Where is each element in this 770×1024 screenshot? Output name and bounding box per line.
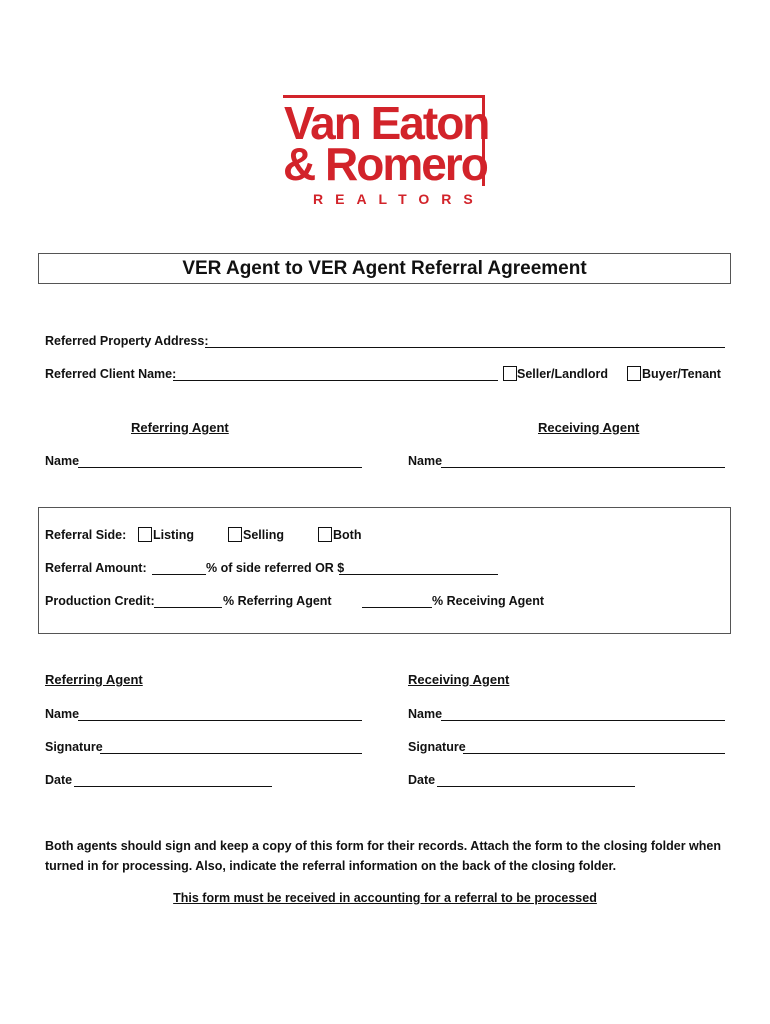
referral-amount-label: Referral Amount:: [45, 561, 147, 575]
instructions-line1: Both agents should sign and keep a copy of this form for their records. Attach the form to the closing folder when: [45, 839, 721, 853]
logo-text-line2: & Romero: [283, 138, 487, 190]
referring-credit-label: % Referring Agent: [223, 594, 332, 608]
property-address-field[interactable]: [205, 347, 725, 348]
referring-name-field[interactable]: [78, 467, 362, 468]
receiving-signature-label: Signature: [408, 740, 466, 754]
sign-receiving-heading: Receiving Agent: [408, 672, 510, 687]
referring-signature-field[interactable]: [100, 753, 362, 754]
seller-landlord-checkbox[interactable]: [503, 366, 517, 381]
both-label: Both: [333, 528, 362, 542]
sign-receiving-name-label: Name: [408, 707, 443, 721]
receiving-name-label: Name: [408, 454, 443, 468]
referral-dollar-field[interactable]: [339, 574, 498, 575]
receiving-date-field[interactable]: [437, 786, 635, 787]
instructions-line2: turned in for processing. Also, indicate the referral information on the back of the closing folder.: [45, 859, 617, 873]
receiving-signature-field[interactable]: [463, 753, 725, 754]
referral-percent-field[interactable]: [152, 574, 206, 575]
page-title: VER Agent to VER Agent Referral Agreement: [182, 258, 587, 279]
title-box: [38, 253, 731, 284]
receiving-date-label: Date: [408, 773, 436, 787]
listing-checkbox[interactable]: [138, 527, 152, 542]
referring-name-label: Name: [45, 454, 80, 468]
seller-landlord-label: Seller/Landlord: [517, 367, 608, 381]
selling-label: Selling: [243, 528, 284, 542]
sign-receiving-name-field[interactable]: [441, 720, 725, 721]
client-name-label: Referred Client Name:: [45, 367, 177, 381]
sign-referring-name-label: Name: [45, 707, 80, 721]
accounting-notice: This form must be received in accounting for a referral to be processed: [173, 891, 597, 905]
sign-referring-heading: Referring Agent: [45, 672, 143, 687]
referring-date-field[interactable]: [74, 786, 272, 787]
referring-agent-heading: Referring Agent: [131, 420, 229, 435]
client-name-field[interactable]: [173, 380, 498, 381]
referring-signature-label: Signature: [45, 740, 103, 754]
buyer-tenant-label: Buyer/Tenant: [642, 367, 721, 381]
receiving-name-field[interactable]: [441, 467, 725, 468]
sign-referring-name-field[interactable]: [78, 720, 362, 721]
production-credit-label: Production Credit:: [45, 594, 155, 608]
selling-checkbox[interactable]: [228, 527, 242, 542]
referral-amount-mid-label: % of side referred OR $: [206, 561, 345, 575]
referring-date-label: Date: [45, 773, 73, 787]
both-checkbox[interactable]: [318, 527, 332, 542]
property-address-label: Referred Property Address:: [45, 334, 209, 348]
logo-text-line1: Van Eaton: [284, 97, 489, 149]
logo-subtitle: REALTORS: [313, 191, 485, 207]
receiving-agent-heading: Receiving Agent: [538, 420, 640, 435]
buyer-tenant-checkbox[interactable]: [627, 366, 641, 381]
referral-side-label: Referral Side:: [45, 528, 127, 542]
listing-label: Listing: [153, 528, 194, 542]
receiving-credit-label: % Receiving Agent: [432, 594, 545, 608]
referring-credit-field[interactable]: [154, 607, 222, 608]
receiving-credit-field[interactable]: [362, 607, 432, 608]
